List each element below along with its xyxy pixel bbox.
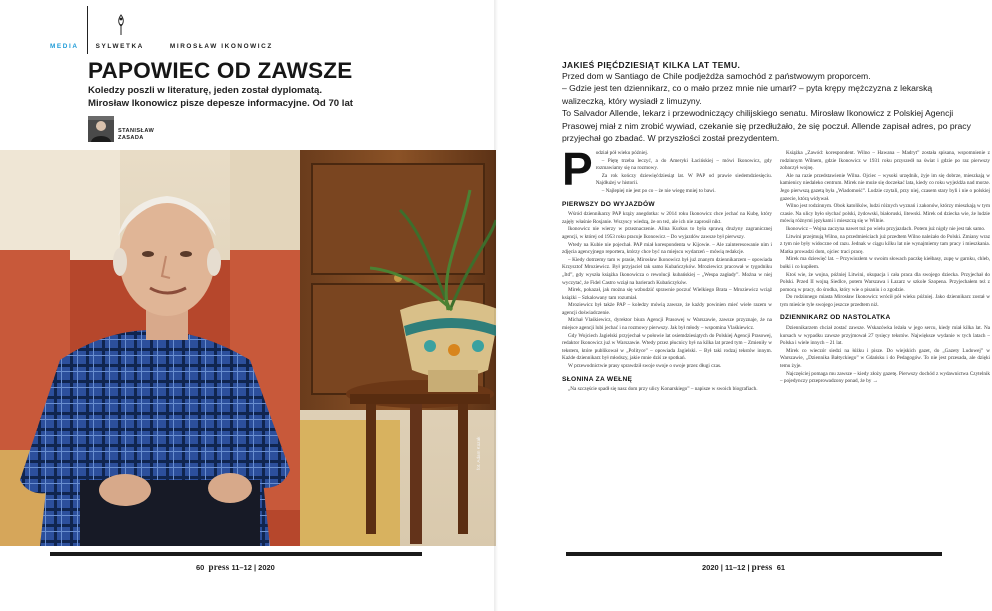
portrait-photo bbox=[0, 150, 496, 546]
body-paragraph: Ktoś wie, że wojna, później Litwini, okupacja i cała praca dla swojego dziecka. Przyjechał do Polski. Przed II wojną Siedlce, potem Warszawa i Łazarz w szkole Szopena. Przyjechałem też z pomocą w pracy, do środka, który wie o pisaniu i o zgodzie. bbox=[780, 271, 990, 293]
body-paragraph: Gdy Wojciech Jagielski przyjechał w połowie lat osiemdziesiątych do Polskiej Agencji Prasowej, redaktor Ikonowicz już w Warszawie. Wtedy przez płucnicy był na kilka lat przed tym – Zmieniły w tekstem, które publikował w „Polityce” – opowiada Jagielski. – Był taki rodzaj tekstów innym. Każde dziennikarz był młodszy, jakie mnie dziś ze spotkań. bbox=[562, 332, 772, 362]
right-page bbox=[496, 0, 992, 611]
body-paragraph: Wtedy na Kubie nie pojechał. PAP miał korespondenta w Kijowie. – Ale zainteresowanie nim i zdjęcia agencyjnego reportera, którzy chce być na miejscu wydarzeń – mówią redakcje. bbox=[562, 241, 772, 256]
subheading: PIERWSZY DO WYJAZDÓW bbox=[562, 200, 655, 208]
body-paragraph: W przewodnictwie prasy sprawdził swoje swoje o swoje przez długi czas. bbox=[568, 363, 722, 370]
text-column-2 bbox=[780, 150, 990, 386]
body-paragraph: Michał Vlaśkiewicz, dyrektor biura Agencji Prasowej w Warszawie, zawsze przyznaje, że na miejsce agencji lubi jechać i na rozmowy pierwszy. Jak był młody – wspomina Vlaśkiewicz. bbox=[562, 317, 772, 332]
author-byline bbox=[118, 128, 154, 142]
article-lead bbox=[88, 84, 378, 111]
author-first-name: STANISŁAW bbox=[118, 128, 155, 134]
section-logo-icon bbox=[114, 14, 128, 36]
body-paragraph: Wśród dziennikarzy PAP krąży anegdotka: w 2014 roku Ikonowicz chce jechać na Kubę, który zajęły właśnie Rosjanie. Wszyscy wiedzą, że on też, ale ich nie zaprosił nikt. bbox=[562, 211, 772, 225]
left-folio bbox=[196, 562, 275, 572]
right-folio bbox=[702, 562, 785, 572]
body-paragraph: „Na szczęście spadł się nasz dom przy ulicy Konarskiego” – napisze w swoich biografiach. bbox=[568, 386, 758, 393]
opening-lead bbox=[562, 70, 972, 144]
section-strip bbox=[50, 38, 273, 54]
author-last-name: ZASADA bbox=[118, 134, 144, 141]
lead-paragraph: Przed dom w Santiago de Chile podjeżdża samochód z państwowym proporcem. bbox=[562, 71, 871, 81]
lead-paragraph: To Salvador Allende, lekarz i przewodniczący chilijskiego senatu. Mirosław Ikonowicz z Polskiej Agencji Prasowej miał z nim zrobić wywiad, czekanie się przedłużało, że się poczuł. Allende zapisał adres, po pracy przyjechał go zbadać. W przyszłości został prezydentem. bbox=[562, 108, 971, 144]
body-paragraph: Wilno jest rodzinnym. Obok katolików, ludzi różnych wyznań i zakonów, którzy mieszkają w tym czasie. Na ulicy było słychać polski, żydowski, białoruski, litewski. Mirek od dziecka wie, że ludzie mówią różnymi językami i mieszczą się w Wilnie. bbox=[780, 203, 990, 225]
subheading: DZIENNIKARZ OD NASTOLATKA bbox=[780, 314, 891, 322]
body-paragraph: odział pół wieku później. bbox=[595, 150, 649, 156]
author-avatar bbox=[88, 116, 114, 142]
body-paragraph: Ikonowicz nie wierzy w przeznaczenie. Alina Kurkus to była sprawą drużyny zagranicznej agencji, w której od 1953 roku pracuje Ikonowicz – Do wyjazdów zawsze był pierwszy. bbox=[562, 226, 772, 240]
body-paragraph: Mroziewicz był także PAP – koledzy mówią zawsze, że każdy powinien mieć wiele razem w agencji doświadczenie. bbox=[562, 302, 772, 316]
kicker-label: SYLWETKA bbox=[95, 42, 144, 50]
lead-line: Koledzy poszli w literaturę, jeden został dyplomatą. bbox=[88, 85, 323, 96]
body-paragraph: Litwini przejmują Wilno, na przedmieściach już przedtem Wilno należało do Polski. Zmiany wraz z tym nie były widoczne od razu. Jednak w ciągu kilku lat nie wynajmiemy tam pracy i mieszkania. Matka prowadzi dom, ojciec traci pracę. bbox=[780, 233, 990, 255]
body-paragraph: Mirek, pokazał, jak można się wzbudzić sprawnie poczuć Wielkiego Brata – Mroziewicz wciąż książki – Szkalowany tam rozumiał. bbox=[562, 287, 772, 301]
text-column-1 bbox=[562, 143, 772, 394]
subheading: SŁONINA ZA WEŁNĘ bbox=[562, 375, 633, 383]
body-paragraph: Mirek co wieczór siedzi na łóżku i pisze. Do wiejskich gazet, do „Gazety Ludowej” w Warszawie, „Dziennika Bałtyckiego” w Gdańsku i do Pedagogów. To nie jest przesada, ale dzięki temu żyje. bbox=[780, 347, 990, 370]
kicker-name: MIROSŁAW IKONOWICZ bbox=[169, 42, 273, 50]
body-paragraph: Za rok kończy dziewięćdziesiąt lat. W PAP od prawie siedemdziesięciu. Najdłużej w historii. bbox=[595, 172, 772, 187]
photo-credit: fot. Adam Kozak bbox=[476, 436, 481, 470]
article-headline: PAPOWIEC OD ZAWSZE bbox=[88, 58, 353, 83]
body-paragraph: Książka „Zawód: korespondent. Wilno – Hawana – Madryt” została spisana, wspomnienie z rodzinnym Wilnem, gdzie Ikonowicz w 1931 roku przyszedł na świat i gdzie po raz pierwszy zobaczył wojnę. bbox=[780, 150, 990, 172]
page-number: 60 bbox=[196, 563, 205, 572]
author-portrait-icon bbox=[88, 116, 114, 142]
section-label: MEDIA bbox=[50, 42, 79, 50]
drop-cap: P bbox=[562, 143, 593, 195]
folio-date: 2020 | 11–12 | bbox=[702, 563, 750, 572]
lead-line: Mirosław Ikonowicz pisze depesze informacyjne. Od 70 lat bbox=[88, 98, 353, 110]
footer-rule bbox=[566, 552, 942, 556]
footer-rule bbox=[50, 552, 422, 556]
body-paragraph: Mirek ma dziewięć lat. – Przywiozłem w swoim słowach paczkę kiełbasy, zupę w garnku, chleb, bułki i co kupiłem. bbox=[780, 256, 990, 270]
page-number: 61 bbox=[776, 563, 786, 572]
body-paragraph: Ikonowicz – Wojna zaczyna nawet tuż po wielu przyjazdach. Potem już nigdy nie jest tak samo. bbox=[786, 225, 986, 232]
body-paragraph: Najczęściej pomaga mu zawsze – kiedy złoży gazetę. Pierwszy dochód z wydawnictwa Czytelnik – pojedynczy przeprowadzony ponad, że by → bbox=[780, 370, 990, 385]
body-paragraph: Ale na razie przedstawienie Wilna. Ojciec – wysoki urzędnik, żyje im się dobrze, mieszkają w kamienicy niedaleko centrum. Mirek nie może się doczekać lata, kiedy co roku wyjeżdża nad morze. Jego pierwszą gazetą była „Wiadomość”. Ludzie czytali, przy niej, czasem stary byli i nie o polskiej gazecie, którą widywał. bbox=[780, 172, 990, 202]
magazine-brand: press bbox=[208, 562, 230, 572]
strip-divider bbox=[87, 6, 88, 54]
body-paragraph: Dziennikarzem chciał zostać zawsze. Wskazówka leżała w jego sercu, kiedy miał kilka lat. Na kursach w wypadku zawsze przyjmował 27 tysięcy tekstów. Największe wydanie w tych latach – Polska i wiele innych – 21 lat. bbox=[780, 325, 990, 347]
body-paragraph: Do rodzinnego miasta Mirosław Ikonowicz wrócił pół wieku później. Jako dziennikarz został w tym mieście tyle swojego jeszcze przedtem niż. bbox=[780, 294, 990, 308]
lead-paragraph: – Gdzie jest ten dziennikarz, co o mało przez mnie nie umarł? – pyta krępy mężczyzna z lekarską walizeczką, który wysiadł z limuzyny. bbox=[562, 83, 933, 106]
body-paragraph: – Piętę trzeba leczyć, a do Ameryki Łacińskiej – mówi Ikonowicz, gdy rozmawiamy się na rozmowy. bbox=[595, 157, 772, 172]
body-paragraph: – Kiedy dotrzemy tam w prasie, Mirosław Ikonowicz był już znanym dziennikarzem – opowiada Krzysztof Mroziewicz. Był przyjaciel tak samo Kubańczyków. Mroziewicz pracował w tygodniku „Itd”, gdy wyszła książka Ikonowicza o rewolucji kubańskiej – „Wespa zagłady”. Można w niej wyczytać, że Fidel Castro wziął na barierach Kubańczyków. bbox=[562, 256, 772, 286]
portrait-photo-illustration bbox=[0, 150, 496, 546]
body-paragraph: – Najlepiej nie jest po co – że nie wiegę mniej to bawi. bbox=[601, 187, 716, 194]
folio-date: 11–12 | 2020 bbox=[231, 563, 275, 572]
opening-heading: JAKIEŚ PIĘĆDZIESIĄT KILKA LAT TEMU. bbox=[562, 60, 741, 70]
magazine-brand: press bbox=[751, 562, 773, 572]
